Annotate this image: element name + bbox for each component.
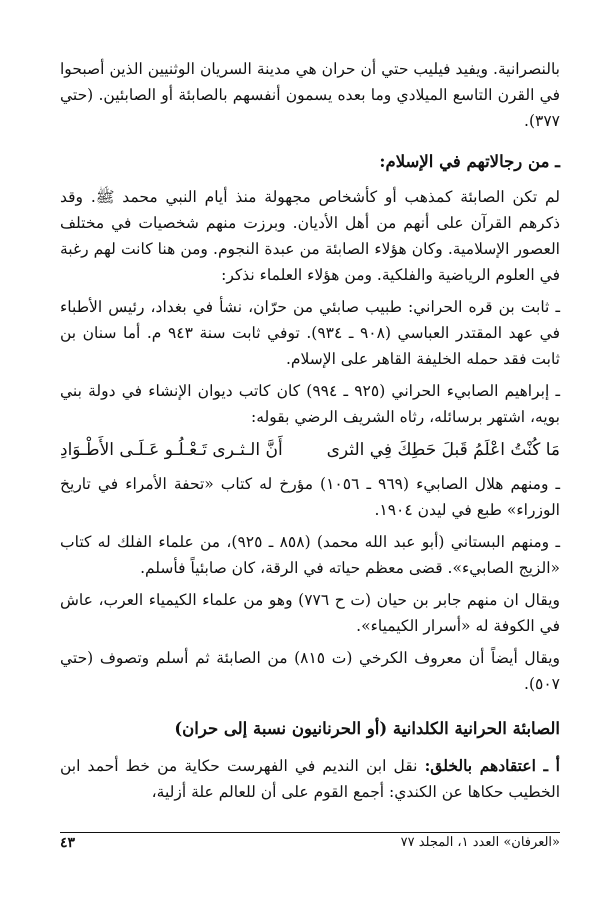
paragraph-hilal: ـ ومنهم هلال الصابيء (٩٦٩ ـ ١٠٥٦) مؤرخ له كتاب «تحفة الأمراء في تاريخ الوزراء» طبع في ليدن ١٩٠٤. xyxy=(60,474,560,519)
page-number: ٤٣ xyxy=(60,835,76,851)
paragraph-lead-label: أ ـ اعتقادهم بالخلق: xyxy=(424,755,560,775)
verse-second-hemistich: أَنَّ الـثـرى تَـعْـلُـو عَـلَـى الأَطْـوَادِ xyxy=(60,440,283,461)
paragraph-creation-text: نقل ابن النديم في الفهرست حكاية من خط أحمد ابن الخطيب حكاها عن الكندي: أجمع القوم على أن للعالم علة أزلية، xyxy=(60,756,560,801)
section-heading-harran: الصابئة الحرانية الكلدانية (أو الحرنانيون نسبة إلى حران) xyxy=(174,718,560,738)
verse-first-hemistich: مَا كُنْتُ اعْلَمُ قَبلَ حَطِكَ فِي الثرى xyxy=(326,440,560,461)
paragraph-maruf: ويقال أيضاً أن معروف الكرخي (ت ٨١٥) من الصابئة ثم أسلم وتصوف (حتي ٥٠٧). xyxy=(60,648,560,693)
page-body xyxy=(60,56,560,811)
paragraph-battani: ـ ومنهم البستاني (أبو عبد الله محمد) (٨٥٨ ـ ٩٢٥)، من علماء الفلك له كتاب «الزيج الصابيء». قضى معظم حياته في الرقة، كان صابئياً فأسلم. xyxy=(60,532,560,577)
paragraph-jabir: ويقال ان منهم جابر بن حيان (ت ح ٧٧٦) وهو من علماء الكيمياء العرب، عاش في الكوفة له «أسرار الكيمياء». xyxy=(60,590,560,635)
page-footer xyxy=(60,832,560,851)
paragraph-intro: بالنصرانية. ويفيد فيليب حتي أن حران هي مدينة السريان الوثنيين الذين أصبحوا في القرن التاسع الميلادي وما بعده يسمون أنفسهم بالصابئة أو الصابئين. (حتي ٣٧٧). xyxy=(60,60,560,131)
poetry-verse xyxy=(60,436,560,465)
paragraph-thabit: ـ ثابت بن قره الحراني: طبيب صابئي من حرّان، نشأ في بغداد، رئيس الأطباء في عهد المقتدر العباسي (٩٠٨ ـ ٩٣٤). توفي ثابت سنة ٩٤٣ م. أما سنان بن ثابت فقد حمله الخليفة القاهر على الإسلام. xyxy=(60,297,560,368)
section-heading-men: ـ من رجالاتهم في الإسلام: xyxy=(379,152,560,172)
journal-citation: «العرفان» العدد ١، المجلد ٧٧ xyxy=(400,835,560,850)
paragraph-creation-belief xyxy=(60,753,560,805)
paragraph-sabians-overview: لم تكن الصابئة كمذهب أو كأشخاص مجهولة منذ أيام النبي محمد ﷺ. وقد ذكرهم القرآن على أنهم من أهل الأديان. وبرزت منهم شخصيات في مختلف العصور الإسلامية. وكان هؤلاء الصابئة من عبدة النجوم. ومن هنا كانت لهم رغبة في العلوم الرياضية والفلكية. ومن هؤلاء العلماء نذكر: xyxy=(60,187,560,284)
paragraph-ibrahim: ـ إبراهيم الصابيء الحراني (٩٢٥ ـ ٩٩٤) كان كاتب ديوان الإنشاء في دولة بني بويه، اشتهر برسائله، رثاه الشريف الرضي بقوله: xyxy=(60,382,560,427)
